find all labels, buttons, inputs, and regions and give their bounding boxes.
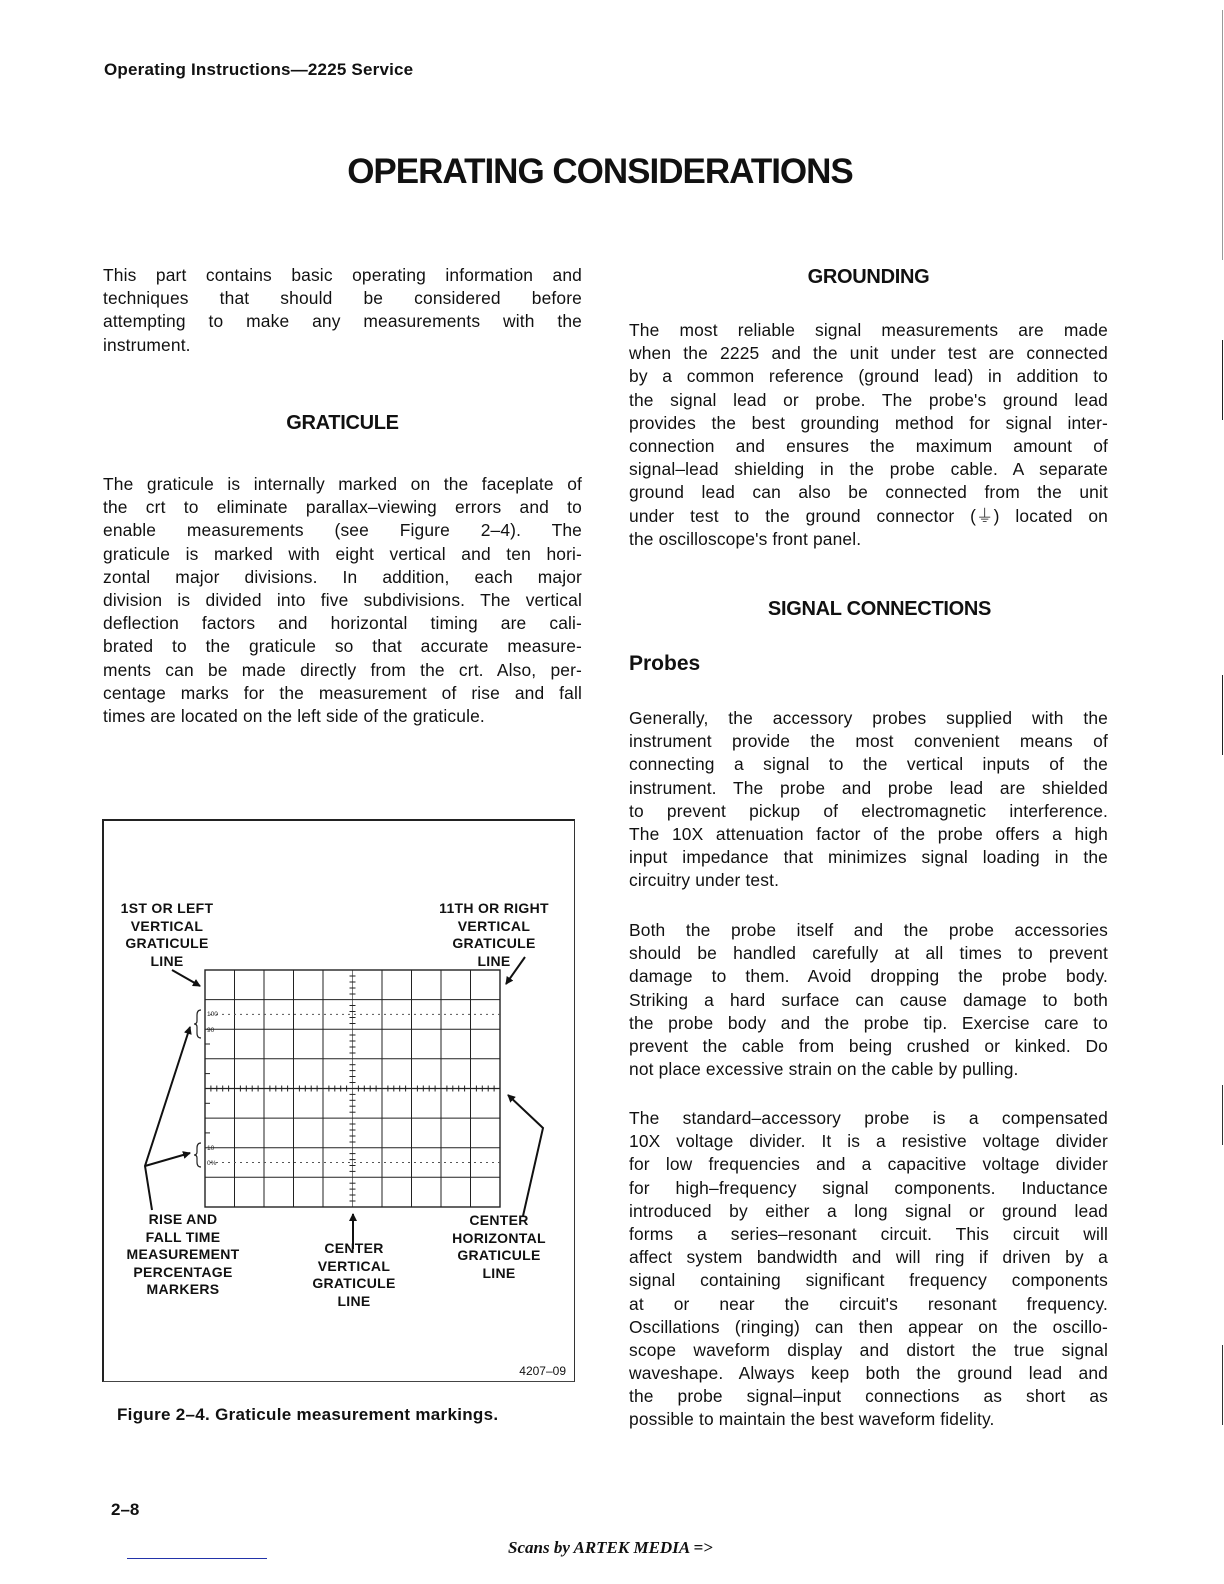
arrow-right-vertical-line (506, 957, 525, 984)
label-line: VERTICAL (317, 1257, 391, 1274)
label-line: CENTER (469, 1212, 529, 1228)
label-line: LINE (337, 1292, 371, 1309)
label-line: CENTER (324, 1240, 384, 1256)
running-head: Operating Instructions—2225 Service (104, 60, 414, 79)
graticule-heading: GRATICULE (286, 412, 399, 434)
text-line: The graticule is internally marked on the faceplate of (103, 474, 582, 494)
text-line: by a common reference (ground lead) in addition to (629, 366, 1108, 387)
text-line: at or near the circuit's resonant frequency. (629, 1293, 1108, 1314)
text-line: damage to them. Avoid dropping the probe body. (629, 966, 1108, 987)
text-line: The most reliable signal measurements are made (629, 320, 1108, 340)
page-number: 2–8 (111, 1500, 140, 1519)
text-line: attempting to make any measurements with the (103, 311, 582, 332)
label-line: GRATICULE (125, 935, 209, 951)
probes-paragraph-3 (629, 1107, 1108, 1432)
scan-edge-line (1222, 675, 1223, 755)
text-line: ments can be made directly from the crt. Also, per- (103, 659, 582, 680)
text-line: the probe signal–input connections as short as (629, 1386, 1108, 1407)
text-line: waveshape. Always keep both the ground lead and (629, 1363, 1108, 1384)
brace-bottom (194, 1143, 201, 1167)
text-line: forms a series–resonant circuit. This circuit will (629, 1223, 1108, 1244)
text-line: affect system bandwidth and will ring if driven by a (629, 1247, 1108, 1268)
percent-mark-10: 10 (207, 1145, 215, 1152)
text-line: input impedance that minimizes signal loading in the (629, 847, 1108, 868)
scan-edge-line (1222, 1345, 1223, 1425)
figure-caption: Figure 2–4. Graticule measurement markings. (117, 1405, 499, 1424)
arrow-rise-fall-bottom (145, 1153, 190, 1166)
text-line: prevent the cable from being crushed or kinked. Do (629, 1035, 1108, 1056)
probes-paragraph-1 (629, 707, 1108, 893)
text-line: the probe body and the probe tip. Exercise care to (629, 1012, 1108, 1033)
scan-edge-line (1222, 1085, 1223, 1145)
text-line: instrument. The probe and probe lead are shielded (629, 777, 1108, 798)
text-line: Striking a hard surface can cause damage to both (629, 989, 1108, 1010)
brace-top (194, 1010, 201, 1038)
label-line: HORIZONTAL (452, 1229, 546, 1246)
text-line: introduced by either a long signal or ground lead (629, 1200, 1108, 1221)
text-line: under test to the ground connector (⏚) located on (629, 505, 1108, 526)
text-line: deflection factors and horizontal timing are cali- (103, 613, 582, 634)
text-line: instrument. (103, 334, 191, 355)
scan-credit: Scans by ARTEK MEDIA => (508, 1538, 713, 1557)
text-line: The standard–accessory probe is a compensated (629, 1108, 1108, 1128)
text-line: instrument provide the most convenient means of (629, 731, 1108, 752)
text-line: for high–frequency signal components. Inductance (629, 1177, 1108, 1198)
grounding-paragraph (629, 319, 1108, 551)
grounding-heading: GROUNDING (807, 266, 930, 288)
text-line: not place excessive strain on the cable by pulling. (629, 1059, 1019, 1080)
figure-id: 4207–09 (519, 1364, 566, 1378)
text-line: 10X voltage divider. It is a resistive voltage divider (629, 1131, 1108, 1152)
label-line: PERCENTAGE (133, 1263, 233, 1280)
text-line: circuitry under test. (629, 870, 780, 891)
text-line: brated to the graticule so that accurate measure- (103, 636, 582, 657)
probes-paragraph-2 (629, 919, 1108, 1081)
text-line: enable measurements (see Figure 2–4). The (103, 520, 582, 541)
text-line: zontal major divisions. In addition, each major (103, 566, 582, 587)
label-line: LINE (477, 952, 511, 969)
text-line: scope waveform display and distort the true signal (629, 1339, 1108, 1360)
text-line: connection and ensures the maximum amount of (629, 435, 1108, 456)
label-line: 1ST OR LEFT (120, 900, 214, 916)
percent-mark-90: 90 (207, 1027, 215, 1034)
probes-subheading: Probes (629, 652, 701, 675)
text-line: times are located on the left side of the graticule. (103, 705, 485, 726)
label-line: VERTICAL (130, 917, 204, 934)
percent-mark-0: 0% (207, 1160, 217, 1167)
percent-mark-100: 100 (207, 1011, 218, 1018)
label-line: VERTICAL (457, 917, 531, 934)
page-title: OPERATING CONSIDERATIONS (347, 152, 853, 191)
text-line: techniques that should be considered before (103, 288, 582, 309)
arrow-rise-fall-top (145, 1027, 190, 1210)
text-line: the oscilloscope's front panel. (629, 528, 862, 549)
label-line: GRATICULE (457, 1247, 541, 1263)
text-line: for low frequencies and a capacitive voltage divider (629, 1154, 1108, 1175)
text-line: graticule is marked with eight vertical and ten hori- (103, 543, 582, 564)
text-line: This part contains basic operating information and (103, 265, 582, 285)
label-line: LINE (482, 1264, 516, 1281)
label-line: FALL TIME (145, 1228, 221, 1245)
text-line: signal–lead shielding in the probe cable. A separate (629, 459, 1108, 480)
text-line: connecting a signal to the vertical inputs of the (629, 754, 1108, 775)
arrow-center-horizontal-line (508, 1095, 543, 1216)
text-line: ground lead can also be connected from the unit (629, 482, 1108, 503)
scan-edge-line (1222, 10, 1223, 260)
text-line: Both the probe itself and the probe accessories (629, 920, 1108, 940)
text-line: centage marks for the measurement of rise and fall (103, 682, 582, 703)
label-line: GRATICULE (452, 935, 536, 951)
text-line: should be handled carefully at all times to prevent (629, 943, 1108, 964)
text-line: provides the best grounding method for signal inter- (629, 412, 1108, 433)
label-line: MEASUREMENT (126, 1246, 240, 1262)
text-line: signal containing significant frequency components (629, 1270, 1108, 1291)
label-line: 11TH OR RIGHT (439, 900, 549, 916)
text-line: when the 2225 and the unit under test are connected (629, 343, 1108, 364)
text-line: the crt to eliminate parallax–viewing errors and to (103, 497, 582, 518)
text-line: Generally, the accessory probes supplied with the (629, 708, 1108, 728)
text-line: Oscillations (ringing) can then appear on the oscillo- (629, 1316, 1108, 1337)
label-line: LINE (150, 952, 184, 969)
text-line: division is divided into five subdivisions. The vertical (103, 589, 582, 610)
text-line: to prevent pickup of electromagnetic interference. (629, 800, 1108, 821)
label-line: MARKERS (146, 1281, 220, 1297)
text-line: the signal lead or probe. The probe's ground lead (629, 389, 1108, 410)
text-line: possible to maintain the best waveform fidelity. (629, 1409, 995, 1430)
text-line: The 10X attenuation factor of the probe offers a high (629, 823, 1108, 844)
scan-edge-line (1222, 340, 1223, 420)
label-line: RISE AND (148, 1211, 218, 1227)
footer-rule (127, 1558, 267, 1559)
signal-connections-heading: SIGNAL CONNECTIONS (767, 598, 992, 620)
label-line: GRATICULE (312, 1275, 396, 1291)
arrow-left-vertical-line (172, 970, 200, 986)
